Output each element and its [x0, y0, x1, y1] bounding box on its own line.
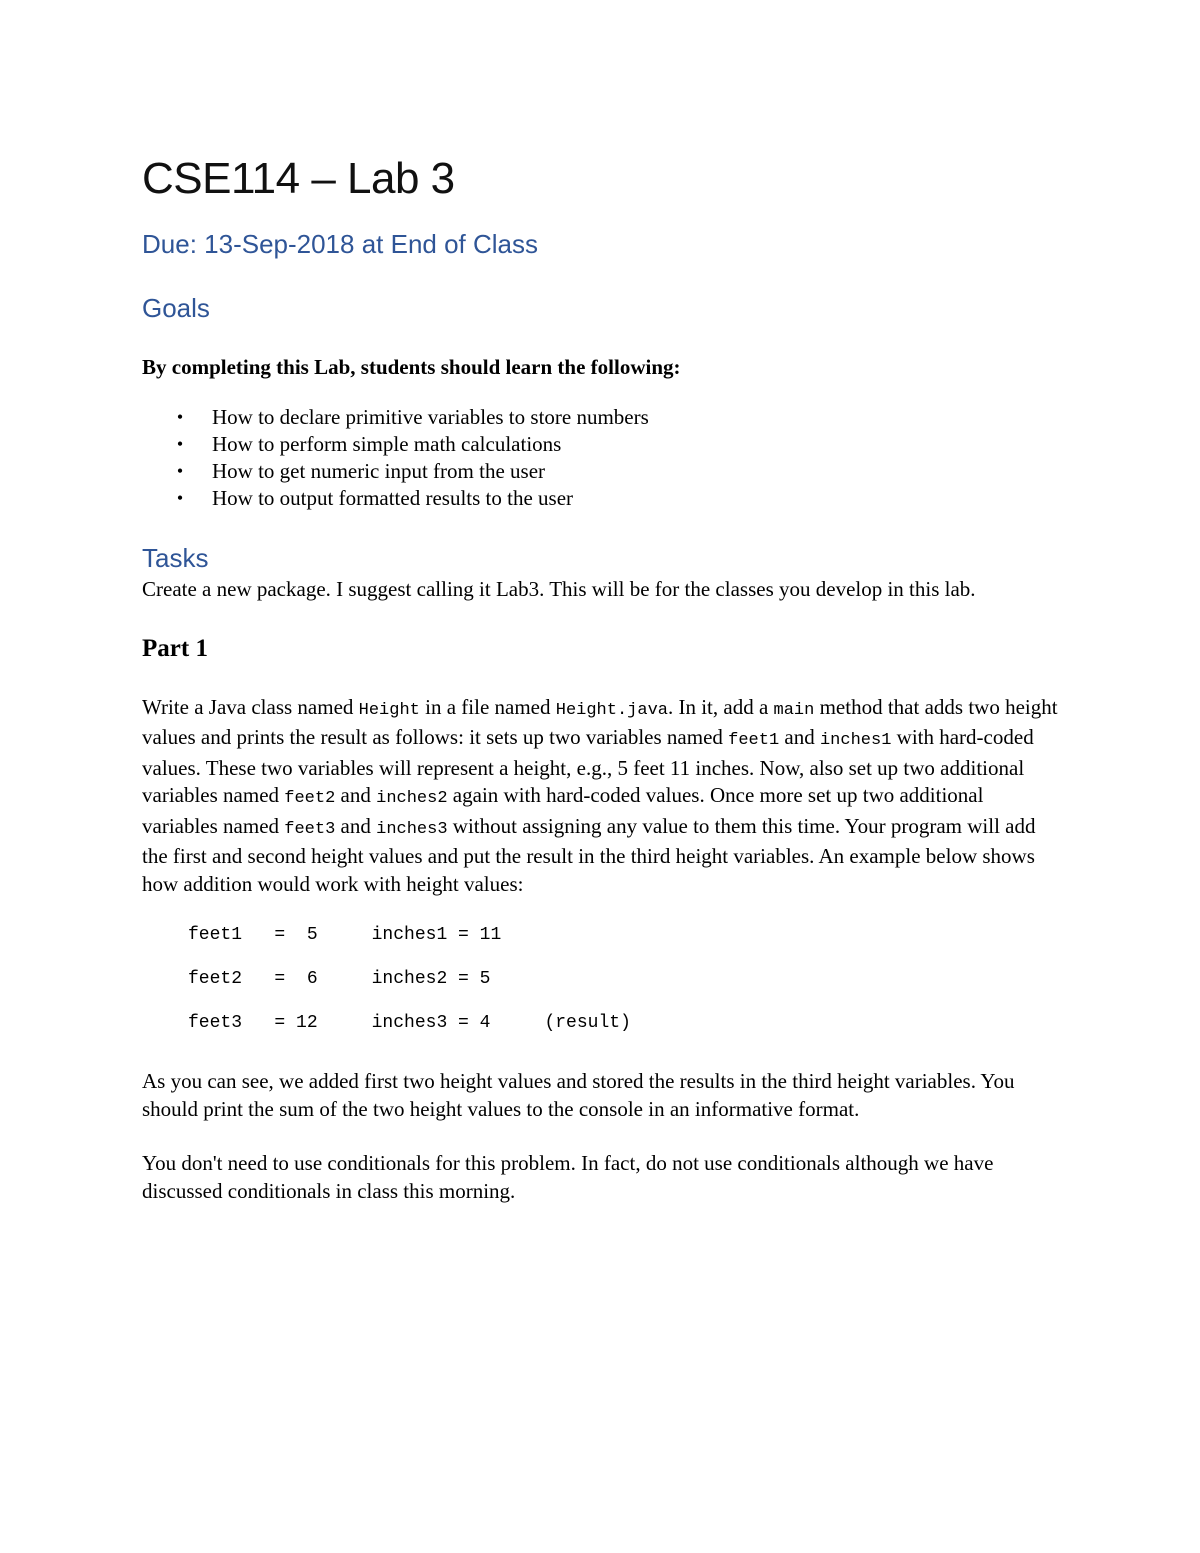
tasks-heading: Tasks: [142, 543, 209, 573]
paragraph-text: Write a Java class named: [142, 694, 359, 719]
paragraph-text: method that adds two height values and prints the result as follows: it sets up two variables named: [142, 694, 1058, 749]
paragraph-text: without assigning any value to them this time. Your program will add the first and second height values and put the result in the third height variables. An example below shows how addition would work with height values:: [142, 813, 1036, 896]
goal-text: How to declare primitive variables to store numbers: [212, 405, 649, 429]
paragraph-text: and: [335, 783, 377, 807]
list-item: [142, 404, 1062, 431]
goals-heading: Goals: [142, 293, 210, 323]
list-item: [142, 458, 1062, 485]
goal-text: How to get numeric input from the user: [212, 459, 546, 483]
code-variable-inches3: inches3: [376, 819, 448, 839]
list-item: [142, 431, 1062, 458]
part1-paragraph: [142, 694, 1062, 899]
goals-lead-text: By completing this Lab, students should learn the following:: [142, 355, 681, 379]
conditionals-note-paragraph: You don't need to use conditionals for this problem. In fact, do not use conditionals although we have discussed conditionals in class this morning.: [142, 1151, 994, 1203]
code-class-name: Height: [358, 700, 420, 720]
paragraph-text: . In it, add a: [667, 694, 774, 719]
code-variable-feet3: feet3: [284, 819, 336, 839]
code-variable-inches2: inches2: [376, 789, 448, 808]
height-example-block: [188, 924, 1062, 1056]
paragraph-text: and: [335, 813, 377, 838]
code-variable-inches1: inches1: [819, 731, 892, 750]
tasks-paragraph: Create a new package. I suggest calling it Lab3. This will be for the classes you develop in this lab.: [142, 577, 976, 601]
bullet-icon: •: [176, 434, 184, 454]
bullet-icon: •: [176, 461, 184, 481]
document-content: [142, 150, 1062, 1205]
code-method-name: main: [773, 700, 815, 720]
example-row: feet2 = 6 inches2 = 5: [188, 969, 491, 989]
code-file-name: Height.java: [555, 700, 668, 720]
code-variable-feet1: feet1: [728, 731, 780, 750]
paragraph-text: and: [779, 725, 820, 749]
bullet-icon: •: [176, 488, 184, 508]
list-item: [142, 485, 1062, 512]
goal-text: How to perform simple math calculations: [212, 432, 562, 456]
paragraph-text: with hard-coded values. These two variables will represent a height, e.g., 5 feet 11 inches. Now, also set up two additional variables named: [142, 725, 1034, 807]
part1-heading: Part 1: [142, 634, 208, 662]
due-date-subtitle: Due: 13-Sep-2018 at End of Class: [142, 229, 539, 259]
goal-text: How to output formatted results to the user: [212, 486, 574, 510]
code-variable-feet2: feet2: [284, 789, 336, 808]
paragraph-text: in a file named: [419, 694, 556, 719]
paragraph-text: again with hard-coded values. Once more set up two additional variables named: [142, 783, 984, 838]
example-row: feet3 = 12 inches3 = 4 (result): [188, 1013, 631, 1033]
document-title: CSE114 – Lab 3: [142, 154, 455, 203]
goals-list: [142, 404, 1062, 512]
example-row: feet1 = 5 inches1 = 11: [188, 925, 502, 945]
explanation-paragraph: As you can see, we added first two height values and stored the results in the third height variables. You should print the sum of the two height values to the console in an informative format.: [142, 1069, 1015, 1121]
bullet-icon: •: [176, 407, 184, 427]
